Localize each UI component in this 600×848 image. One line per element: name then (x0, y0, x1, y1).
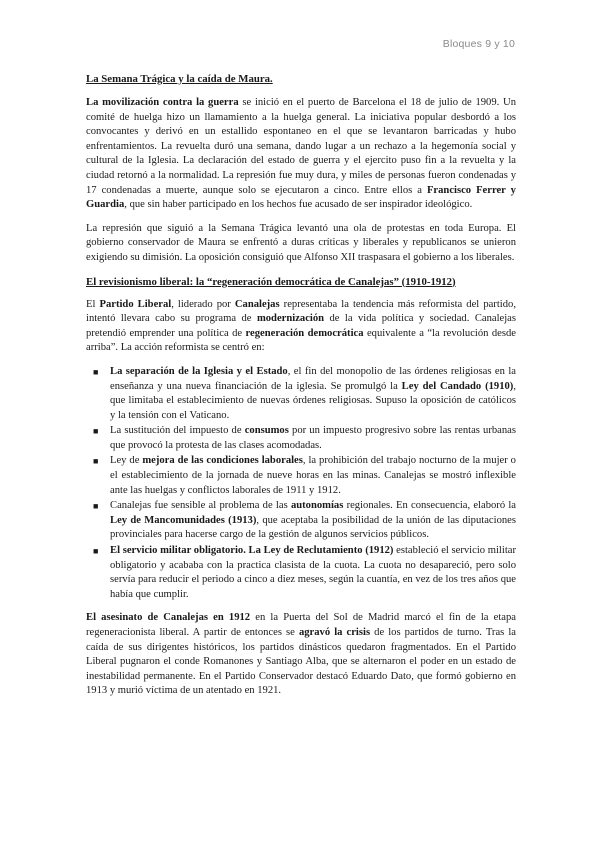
list-item (93, 499, 517, 543)
bullet-icon: ■ (93, 501, 99, 512)
bullet-icon: ■ (93, 546, 99, 557)
text-run: de los partidos de turno. Tras la caída de sus dirigentes históricos, los partidos dinásticos quedaron fragmentados. En el Partido Liberal pugnaron el conde Romanones y Santiago Alba, que se alternaron el poder en un estado de inestabilidad permanente. En el Partido Conservador destacó Eduardo Dato, que formó gobierno en 1913 y murió víctima de un atentado en 1921. (86, 627, 517, 697)
bold-text: Partido Liberal (99, 298, 172, 310)
bullet-icon: ■ (93, 426, 99, 437)
text-run: estableció el servicio militar obligatorio y acababa con la practica clasista de la cuota. La cuota no desapareció, pero solo servía para reducir el periodo a cinco a diez meses, según la cuantía, en vez de los tres años que había que cumplir. (110, 545, 516, 600)
text-run: representaba la tendencia más reformista del partido, intentó llevara cabo su programa de (86, 298, 516, 325)
text-run: , el fin del monopolio de las órdenes religiosas en la enseñanza y una nueva financiación de la iglesia. Se promulgó la (110, 365, 517, 392)
document-body (86, 72, 516, 708)
list-item-text (110, 545, 516, 600)
bold-text: Ley del Candado (1910) (401, 380, 514, 392)
list-item-text (110, 455, 516, 495)
list-item (93, 454, 516, 498)
text-run: , que limitaba el establecimiento de nuevas órdenes religiosas. Supuso la oposición de católicos y la tensión con el Vaticano. (110, 380, 516, 421)
reform-list (86, 365, 516, 603)
page-header: Bloques 9 y 10 (442, 38, 515, 50)
text-run: El (86, 298, 100, 310)
bold-text: La separación de la Iglesia y el Estado (110, 365, 288, 377)
bold-text: agravó la crisis (298, 627, 371, 638)
text-run: Canalejas fue sensible al problema de las (110, 500, 291, 512)
text-run: , la prohibición del trabajo nocturno de la mujer o el establecimiento de la jornada de nueve horas en las minas. Canalejas se mostró inflexible ante las huelgas y conflictos laborales de 1911 y 1912. (110, 455, 516, 496)
paragraph-partido-liberal (86, 298, 516, 356)
bold-text: mejora de las condiciones laborales (142, 455, 303, 467)
section-title-semana-tragica: La Semana Trágica y la caída de Maura. (86, 73, 273, 85)
bold-text: La movilización contra la guerra (86, 97, 239, 108)
bullet-icon: ■ (93, 456, 99, 467)
text-run: , liderado por (171, 298, 235, 310)
list-item (93, 365, 517, 423)
section-title-revisionismo-liberal: El revisionismo liberal: la “regeneración democrática de Canalejas” (1910-1912) (86, 275, 456, 288)
text-run: Ley de (110, 455, 143, 467)
bold-text: regeneración democrática (245, 327, 364, 339)
paragraph-asesinato-canalejas (86, 611, 516, 699)
list-item-text (110, 425, 516, 451)
bold-text: Canalejas (234, 298, 280, 310)
list-item-text (110, 366, 516, 421)
list-item-text (110, 500, 516, 540)
paragraph-movilizacion (86, 96, 516, 213)
text-run: , que aceptaba la posibilidad de la unión de las diputaciones provinciales para hacerse cargo de la gestión de algunos servicios públicos. (110, 514, 516, 541)
bold-text: El servicio militar obligatorio. La Ley de Reclutamiento (1912) (110, 545, 394, 557)
bullet-icon: ■ (93, 366, 99, 377)
list-item (93, 544, 516, 602)
bold-text: autonomías (290, 500, 344, 512)
text-run: , que sin haber participado en los hechos fue acusado de ser inspirador ideológico. (124, 199, 473, 211)
bold-text: El asesinato de Canalejas en 1912 (86, 612, 251, 624)
text-run: La sustitución del impuesto de (110, 425, 245, 437)
bold-text: consumos (244, 425, 289, 437)
text-run: de la vida política y sociedad. Canalejas pretendió emprender una política de (86, 313, 516, 339)
text-run: se inició en el puerto de Barcelona el 18 de julio de 1909. Un comité de huelga hizo un llamamiento a la huelga general. La iniciativa popular desbordó a los convocantes y derivó en un estallido espontaneo en el que se levantaron barricadas y hubo enfrentamientos. La revuelta duró una semana, dando lugar a un rechazo a la hegemonía social y cultural de la Iglesia. La declaración del estado de guerra y el ejercito puso fin a la revuelta y la ciudad retornó a la normalidad. La represión fue muy dura, y miles de personas fueron condenadas y 17 condenadas a muerte, aunque solo se ejecutaron a cinco. Entre ellos a (86, 97, 516, 196)
text-run: en la Puerta del Sol de Madrid marcó el fin de la etapa regeneracionista liberal. A partir de entonces se (86, 612, 516, 638)
bold-text: Francisco Ferrer y Guardia (86, 184, 516, 211)
text-run: regionales. En consecuencia, elaboró la (343, 500, 517, 512)
text-run: equivalente a “la revolución desde arriba”. La acción reformista se centró en: (86, 327, 516, 354)
bold-text: Ley de Mancomunidades (1913) (110, 514, 257, 526)
bold-text: modernización (256, 313, 325, 325)
paragraph-represion: La represión que siguió a la Semana Trágica levantó una ola de protestas en toda Europa. El gobierno conservador de Maura se enfrentó a duras críticas y liberales y republicanos se unieron exigiendo su dimisión. La oposición consiguió que Alfonso XII traspasara el gobierno a los liberales. (86, 222, 516, 263)
list-item (93, 424, 517, 453)
text-run: por un impuesto progresivo sobre las rentas urbanas que provocó la protesta de las clases acomodadas. (110, 425, 517, 451)
